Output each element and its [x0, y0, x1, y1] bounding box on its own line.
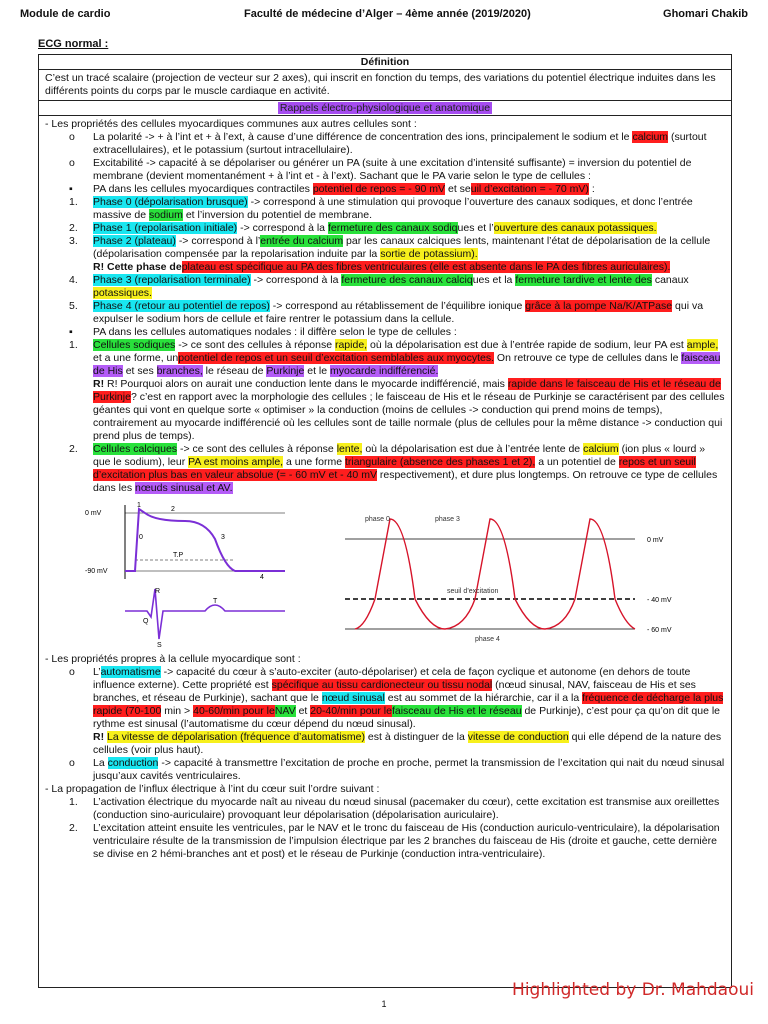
nodal-ap-diagram [335, 499, 715, 649]
sodiques-note: R! R! Pourquoi alors on aurait une conduction lente dans le myocarde indifférencié, mais rapide dans le faisceau de His et le réseau de Purkinje? c’est en rapport avec la morphologie des cellules ; le faisceau de His et le réseau de Purkinje se caractérisent par des cellules géantes qui vont en quelque sorte « optimiser » la conduction (moins de cellules -> conduction qui prend moins de temps), contrairement au myocarde indifférencié où les cellules sont de taille normale (plus de cellules pour la même distance -> conduction qui prend plus de temps). [93, 378, 725, 442]
ventricular-ap-curve [125, 509, 285, 571]
phase4-item: 5. Phase 4 (retour au potentiel de repos) -> correspond au rétablissement de l’équilibre ionique grâce à la pompe Na/K/ATPase qui va expulser le sodium hors de cellule et faire rentrer le potassium dans la cellule. [69, 300, 704, 325]
pa-nodales-item: ▪ PA dans les cellules automatiques nodales : il diffère selon le type de cellules : [69, 326, 457, 338]
svg-text:3: 3 [221, 534, 225, 541]
svg-text:phase 3: phase 3 [435, 516, 460, 523]
svg-text:1: 1 [137, 502, 141, 509]
phase0-item: 1. Phase 0 (dépolarisation brusque) -> correspond à une stimulation qui provoque l’ouverture des canaux sodiques, et donc l’entrée massive de sodium et l’inversion du potentiel de membrane. [69, 196, 693, 221]
propres-paragraph: - Les propriétés propres à la cellule myocardique sont : [45, 653, 301, 665]
svg-text:phase 4: phase 4 [475, 636, 500, 643]
header-faculty: Faculté de médecine d’Alger – 4ème année (2019/2020) [244, 8, 531, 20]
phase1-item: 2. Phase 1 (repolarisation initiale) -> correspond à la fermeture des canaux sodiques et l’ouverture des canaux potassiques. [69, 222, 657, 234]
rappels-heading: Rappels électro-physiologique et anatomique [39, 101, 731, 116]
svg-text:S: S [157, 642, 162, 649]
svg-text:R: R [155, 588, 161, 595]
page-header [20, 8, 748, 24]
ventricular-ap-ecg-diagram [85, 499, 325, 649]
svg-text:T.P: T.P [173, 552, 184, 559]
propagation-paragraph: - La propagation de l’influx électrique à l’int du cœur suit l’ordre suivant : [45, 783, 380, 795]
excitabilite-item: o Excitabilité -> capacité à se dépolariser ou générer un PA (suite à une excitation d’intensité suffisante) = inversion du potentiel de membrane (devient momentanément + à l’int et - à l’ext). Sachant que le PA varie selon le type de cellules : [69, 157, 692, 182]
conduction-item: o La conduction -> capacité à transmettre l’excitation de proche en proche, permet la transmission de l’excitation qui nait du nœud sinusal jusqu’aux cavités ventriculaires. [69, 757, 725, 782]
calciques-item: 2. Cellules calciques -> ce sont des cellules à réponse lente, où la dépolarisation est due à l’entrée lente de calcium (ion plus « lourd » que le sodium), leur PA est moins ample, a une forme triangulaire (absence des phases 1 et 2), a un potentiel de repos et un seuil d’excitation plus bas en valeur absolue (= - 60 mV et - 40 mV respectivement), et dure plus longtemps. On retrouve ce type de cellules dans les nœuds sinusal et AV. [69, 443, 718, 494]
automatisme-note: R! La vitesse de dépolarisation (fréquence d’automatisme) est à distinguer de la vitesse de conduction qui elle dépend de la nature des cellules (voir plus haut). [93, 731, 722, 756]
svg-text:0 mV: 0 mV [647, 537, 664, 544]
svg-text:Q: Q [143, 618, 149, 625]
phase2-note: R! Cette phase deplateau est spécifique au PA des fibres ventriculaires (elle est absente dans le PA des fibres auriculaires). [93, 261, 671, 273]
svg-text:2: 2 [171, 506, 175, 513]
svg-text:T: T [213, 598, 218, 605]
phase2-item: 3. Phase 2 (plateau) -> correspond à l’entrée du calcium par les canaux calciques lents, maintenant l’état de dépolarisation de la cellule (dépolarisation compensée par la repolarisation induite par la sortie de potassium). [69, 235, 711, 260]
main-content [39, 116, 731, 863]
definition-text: C’est un tracé scalaire (projection de vecteur sur 2 axes), qui inscrit en fonction du temps, des variations du potentiel électrique induites dans les différents points du corps par le muscle cardiaque en activité. [39, 70, 731, 101]
svg-text:phase 0: phase 0 [365, 516, 390, 523]
propagation-step-2: 2. L’excitation atteint ensuite les ventricules, par le NAV et le tronc du faisceau de His (conduction auriculo-ventriculaire), la dépolarisation ventriculaire résulte de la transmission de l’impulsion électrique par les 2 branches du faisceau de His (droite et gauche, cette dernière se divise en 2 hémi-branches ant et post) et le réseau de Purkinje (conduction intra-ventriculaire). [69, 822, 720, 860]
header-module: Module de cardio [20, 8, 111, 20]
polarite-item: o La polarité -> + à l’int et + à l’ext, à cause d’une différence de concentration des ions, principalement le sodium et le calcium (surtout extracellulaires), et le potassium (surtout intracellulaire). [69, 131, 707, 156]
content-frame [38, 54, 732, 988]
definition-heading: Définition [39, 55, 731, 70]
section-title: ECG normal : [38, 38, 109, 50]
action-potential-figures [45, 499, 725, 649]
phase3-item: 4. Phase 3 (repolarisation terminale) -> correspond à la fermeture des canaux calciques et la fermeture tardive et lente des canaux potassiques. [69, 274, 689, 299]
svg-text:- 60 mV: - 60 mV [647, 627, 672, 634]
ecg-trace [125, 589, 285, 639]
svg-text:seuil d’excitation: seuil d’excitation [447, 588, 499, 595]
intro-paragraph: - Les propriétés des cellules myocardiques communes aux autres cellules sont : [45, 118, 417, 130]
left-zero-label: 0 mV [85, 510, 102, 517]
svg-text:0: 0 [139, 534, 143, 541]
highlight-watermark: Highlighted by Dr. Mahdaoui [512, 980, 754, 1000]
svg-text:- 40 mV: - 40 mV [647, 597, 672, 604]
sodiques-item: 1. Cellules sodiques -> ce sont des cellules à réponse rapide, où la dépolarisation est due à l’entrée rapide de sodium, leur PA est ample, et a une forme, unpotentiel de repos et un seuil d’excitation semblables aux myocytes. On retrouve ce type de cellules dans le faisceau de His et ses branches, le réseau de Purkinje et le myocarde indifférencié. [69, 339, 721, 377]
svg-text:4: 4 [260, 574, 264, 581]
propagation-step-1: 1. L’activation électrique du myocarde naît au niveau du nœud sinusal (pacemaker du cœur), cette excitation est transmise aux oreillettes (conduction sino-auriculaire) provoquant leur dépolarisation (dépolarisation auriculaire). [69, 796, 720, 821]
automatisme-item: o L’automatisme -> capacité du cœur à s’auto-exciter (auto-dépolariser) et cela de façon cyclique et autonome (en dehors de toute influence externe). Cette propriété est spécifique au tissu cardionecteur ou tissu nodal (nœud sinusal, NAV, faisceau de His et ses branches, et réseau de Purkinje), sachant que le nœud sinusal est au sommet de la hiérarchie, car il a la fréquence de décharge la plus rapide (70-100 min > 40-60/min pour leNAV et 20-40/min pour lefaisceau de His et le réseau de Purkinje), c’est pour ça qu’on dit que le rythme est sinusal (l’automatisme du cœur dépend du nœud sinusal). [69, 666, 724, 730]
header-author: Ghomari Chakib [663, 8, 748, 20]
pa-contractiles-item: ▪ PA dans les cellules myocardiques contractiles potentiel de repos = - 90 mV et seuil d’excitation = - 70 mV) : [69, 183, 595, 195]
nodal-ap-curve [355, 519, 635, 629]
page-number: 1 [381, 999, 387, 1009]
left-m90-label: -90 mV [85, 568, 108, 575]
